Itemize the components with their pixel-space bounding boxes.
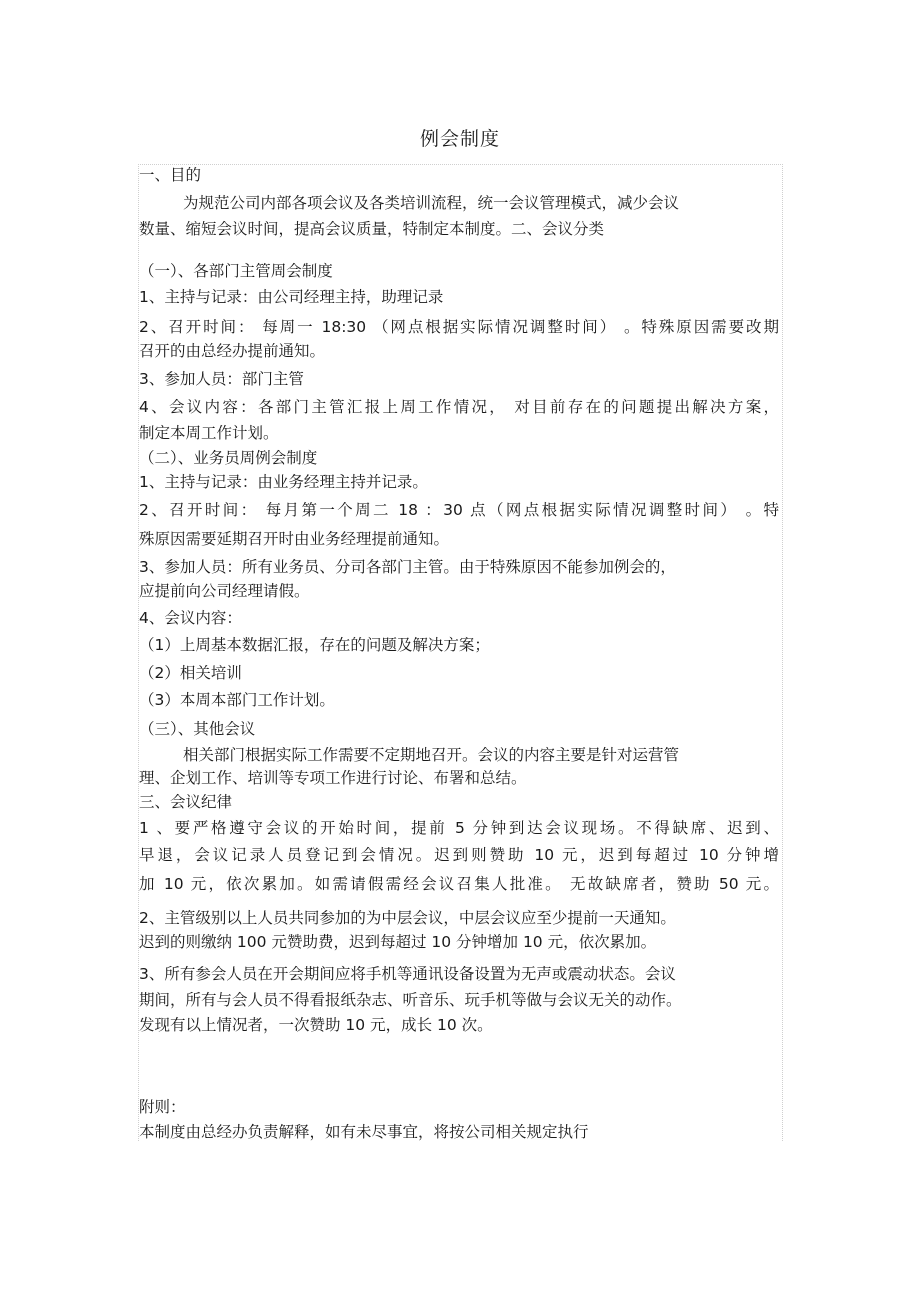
paragraph-line: 应提前向公司经理请假。 [139, 582, 310, 600]
paragraph-line: 2、召开时间： 每月第一个周二 18 ：30 点（网点根据实际情况调整时间） 。特 [139, 501, 779, 519]
paragraph-line: 期间，所有与会人员不得看报纸杂志、听音乐、玩手机等做与会议无关的动作。 [139, 991, 682, 1009]
paragraph-line: 1、主持与记录：由公司经理主持，助理记录 [139, 288, 444, 306]
paragraph-line: 2、主管级别以上人员共同参加的为中层会议，中层会议应至少提前一天通知。 [139, 909, 676, 927]
list-item: （3）本周本部门工作计划。 [139, 691, 335, 709]
list-item: （1）上周基本数据汇报，存在的问题及解决方案； [139, 636, 490, 654]
section-heading: 三、会议纪律 [139, 793, 233, 811]
paragraph-line: 4、会议内容：各部门主管汇报上周工作情况， 对目前存在的问题提出解决方案， [139, 398, 779, 416]
paragraph-line: 相关部门根据实际工作需要不定期地召开。会议的内容主要是针对运营管 [183, 746, 680, 764]
subsection-heading: （三）、其他会议 [139, 720, 256, 738]
paragraph-line: 为规范公司内部各项会议及各类培训流程，统一会议管理模式，减少会议 [183, 194, 680, 212]
paragraph-line: 迟到的则缴纳 100 元赞助费，迟到每超过 10 分钟增加 10 元，依次累加。 [139, 933, 657, 951]
paragraph-line: 3、参加人员：所有业务员、分司各部门主管。由于特殊原因不能参加例会的， [139, 558, 676, 576]
paragraph-line: 4、会议内容： [139, 609, 242, 627]
subsection-heading: （二）、业务员周例会制度 [139, 449, 318, 467]
paragraph-line: 殊原因需要延期召开时由业务经理提前通知。 [139, 530, 450, 548]
paragraph-line: 2、召开时间： 每周一 18:30 （网点根据实际情况调整时间） 。特殊原因需要改期 [139, 318, 779, 336]
paragraph-line: 制定本周工作计划。 [139, 424, 279, 442]
paragraph-line: 3、参加人员：部门主管 [139, 370, 304, 388]
paragraph-line: 早退，会议记录人员登记到会情况。迟到则赞助 10 元，迟到每超过 10 分钟增 [139, 846, 779, 864]
paragraph-line: 3、所有参会人员在开会期间应将手机等通讯设备设置为无声或震动状态。会议 [139, 965, 676, 983]
paragraph-line: 本制度由总经办负责解释，如有未尽事宜，将按公司相关规定执行 [139, 1123, 589, 1141]
subsection-heading: （一）、各部门主管周会制度 [139, 262, 333, 280]
section-heading: 一、目的 [139, 166, 202, 184]
appendix-heading: 附则： [139, 1098, 186, 1116]
paragraph-line: 数量、缩短会议时间，提高会议质量，特制定本制度。二、会议分类 [139, 220, 605, 238]
paragraph-line: 1 、要严格遵守会议的开始时间，提前 5 分钟到达会议现场。不得缺席、迟到、 [139, 819, 779, 837]
paragraph-line: 召开的由总经办提前通知。 [139, 342, 326, 360]
list-item: （2）相关培训 [139, 664, 242, 682]
paragraph-line: 理、企划工作、培训等专项工作进行讨论、布署和总结。 [139, 769, 527, 787]
paragraph-line: 加 10 元，依次累加。如需请假需经会议召集人批准。 无故缺席者，赞助 50 元。 [139, 875, 779, 893]
paragraph-line: 发现有以上情况者，一次赞助 10 元，成长 10 次。 [139, 1016, 493, 1034]
page-title: 例会制度 [419, 128, 500, 150]
paragraph-line: 1、主持与记录：由业务经理主持并记录。 [139, 473, 428, 491]
